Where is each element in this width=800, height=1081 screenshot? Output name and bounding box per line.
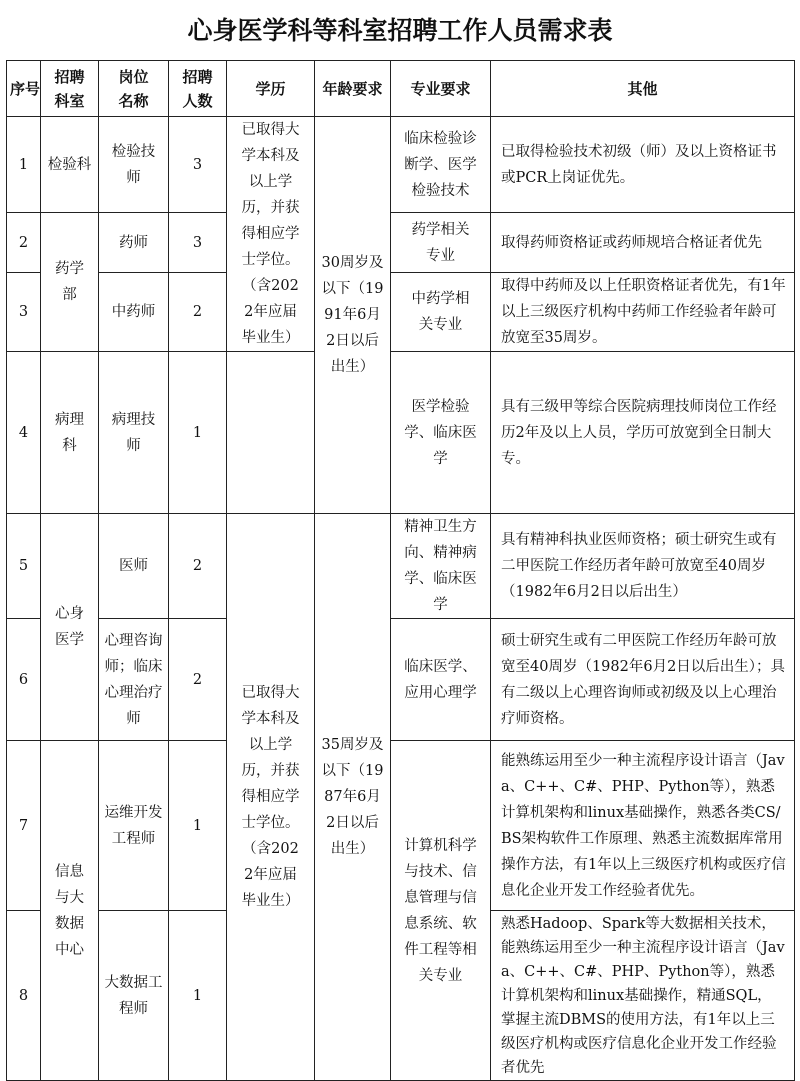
dept-cell: 药学部 <box>41 213 99 352</box>
seq-cell: 7 <box>7 741 41 911</box>
table-row <box>7 213 795 273</box>
edu-cell-empty <box>227 352 315 514</box>
position-cell: 心理咨询师；临床心理治疗师 <box>99 619 169 741</box>
table-header-row <box>7 61 795 117</box>
other-cell: 具有精神科执业医师资格；硕士研究生或有二甲医院工作经历者年龄可放宽至40周岁（1982年6月2日以后出生） <box>491 514 795 619</box>
count-cell: 2 <box>169 514 227 619</box>
seq-cell: 3 <box>7 273 41 352</box>
table-row <box>7 619 795 741</box>
seq-cell: 4 <box>7 352 41 514</box>
position-cell: 医师 <box>99 514 169 619</box>
seq-cell: 1 <box>7 117 41 213</box>
other-cell: 具有三级甲等综合医院病理技师岗位工作经历2年及以上人员，学历可放宽到全日制大专。 <box>491 352 795 514</box>
age-cell: 35周岁及以下（1987年6月2日以后出生） <box>315 514 391 1081</box>
header-dept: 招聘科室 <box>41 61 99 117</box>
seq-cell: 8 <box>7 911 41 1081</box>
header-major: 专业要求 <box>391 61 491 117</box>
header-other: 其他 <box>491 61 795 117</box>
other-cell: 取得药师资格证或药师规培合格证者优先 <box>491 213 795 273</box>
table-row <box>7 273 795 352</box>
position-cell: 运维开发工程师 <box>99 741 169 911</box>
position-cell: 大数据工程师 <box>99 911 169 1081</box>
page-title: 心身医学科等科室招聘工作人员需求表 <box>187 16 613 45</box>
header-edu: 学历 <box>227 61 315 117</box>
edu-cell: 已取得大学本科及以上学历，并获得相应学士学位。（含2022年应届毕业生） <box>227 117 315 352</box>
count-cell: 2 <box>169 619 227 741</box>
dept-cell: 心身医学 <box>41 514 99 741</box>
other-cell: 取得中药师及以上任职资格证者优先，有1年以上三级医疗机构中药师工作经验者年龄可放宽至35周岁。 <box>491 273 795 352</box>
table-row <box>7 741 795 911</box>
header-seq: 序号 <box>7 61 41 117</box>
dept-cell: 信息与大数据中心 <box>41 741 99 1081</box>
seq-cell: 5 <box>7 514 41 619</box>
position-cell: 药师 <box>99 213 169 273</box>
other-cell: 熟悉Hadoop、Spark等大数据相关技术，能熟练运用至少一种主流程序设计语言（Java、C++、C#、PHP、Python等），熟悉计算机架构和linux基础操作，精通SQL，掌握主流DBMS的使用方法，有1年以上三级医疗机构或医疗信息化企业开发工作经验者优先 <box>491 911 795 1081</box>
seq-cell: 2 <box>7 213 41 273</box>
header-count: 招聘人数 <box>169 61 227 117</box>
count-cell: 1 <box>169 741 227 911</box>
age-cell: 30周岁及以下（1991年6月2日以后出生） <box>315 117 391 514</box>
other-cell: 硕士研究生或有二甲医院工作经历年龄可放宽至40周岁（1982年6月2日以后出生）；具有二级以上心理咨询师或初级及以上心理治疗师资格。 <box>491 619 795 741</box>
major-cell: 精神卫生方向、精神病学、临床医学 <box>391 514 491 619</box>
major-cell: 临床医学、应用心理学 <box>391 619 491 741</box>
table-row <box>7 514 795 619</box>
major-cell: 药学相关专业 <box>391 213 491 273</box>
recruitment-table <box>6 60 795 1081</box>
major-cell: 计算机科学与技术、信息管理与信息系统、软件工程等相关专业 <box>391 741 491 1081</box>
count-cell: 1 <box>169 352 227 514</box>
dept-cell: 病理科 <box>41 352 99 514</box>
header-position: 岗位名称 <box>99 61 169 117</box>
edu-cell: 已取得大学本科及以上学历，并获得相应学士学位。（含2022年应届毕业生） <box>227 514 315 1081</box>
count-cell: 3 <box>169 117 227 213</box>
seq-cell: 6 <box>7 619 41 741</box>
major-cell: 医学检验学、临床医学 <box>391 352 491 514</box>
position-cell: 检验技师 <box>99 117 169 213</box>
table-row <box>7 352 795 514</box>
count-cell: 2 <box>169 273 227 352</box>
header-age: 年龄要求 <box>315 61 391 117</box>
major-cell: 中药学相关专业 <box>391 273 491 352</box>
major-cell: 临床检验诊断学、医学检验技术 <box>391 117 491 213</box>
position-cell: 中药师 <box>99 273 169 352</box>
table-row <box>7 117 795 213</box>
other-cell: 已取得检验技术初级（师）及以上资格证书或PCR上岗证优先。 <box>491 117 795 213</box>
other-cell: 能熟练运用至少一种主流程序设计语言（Java、C++、C#、PHP、Python等），熟悉计算机架构和linux基础操作，熟悉各类CS/BS架构软件工作原理、熟悉主流数据库常用操作方法，有1年以上三级医疗机构或医疗信息化企业开发工作经验者优先。 <box>491 741 795 911</box>
dept-cell: 检验科 <box>41 117 99 213</box>
count-cell: 1 <box>169 911 227 1081</box>
position-cell: 病理技师 <box>99 352 169 514</box>
count-cell: 3 <box>169 213 227 273</box>
